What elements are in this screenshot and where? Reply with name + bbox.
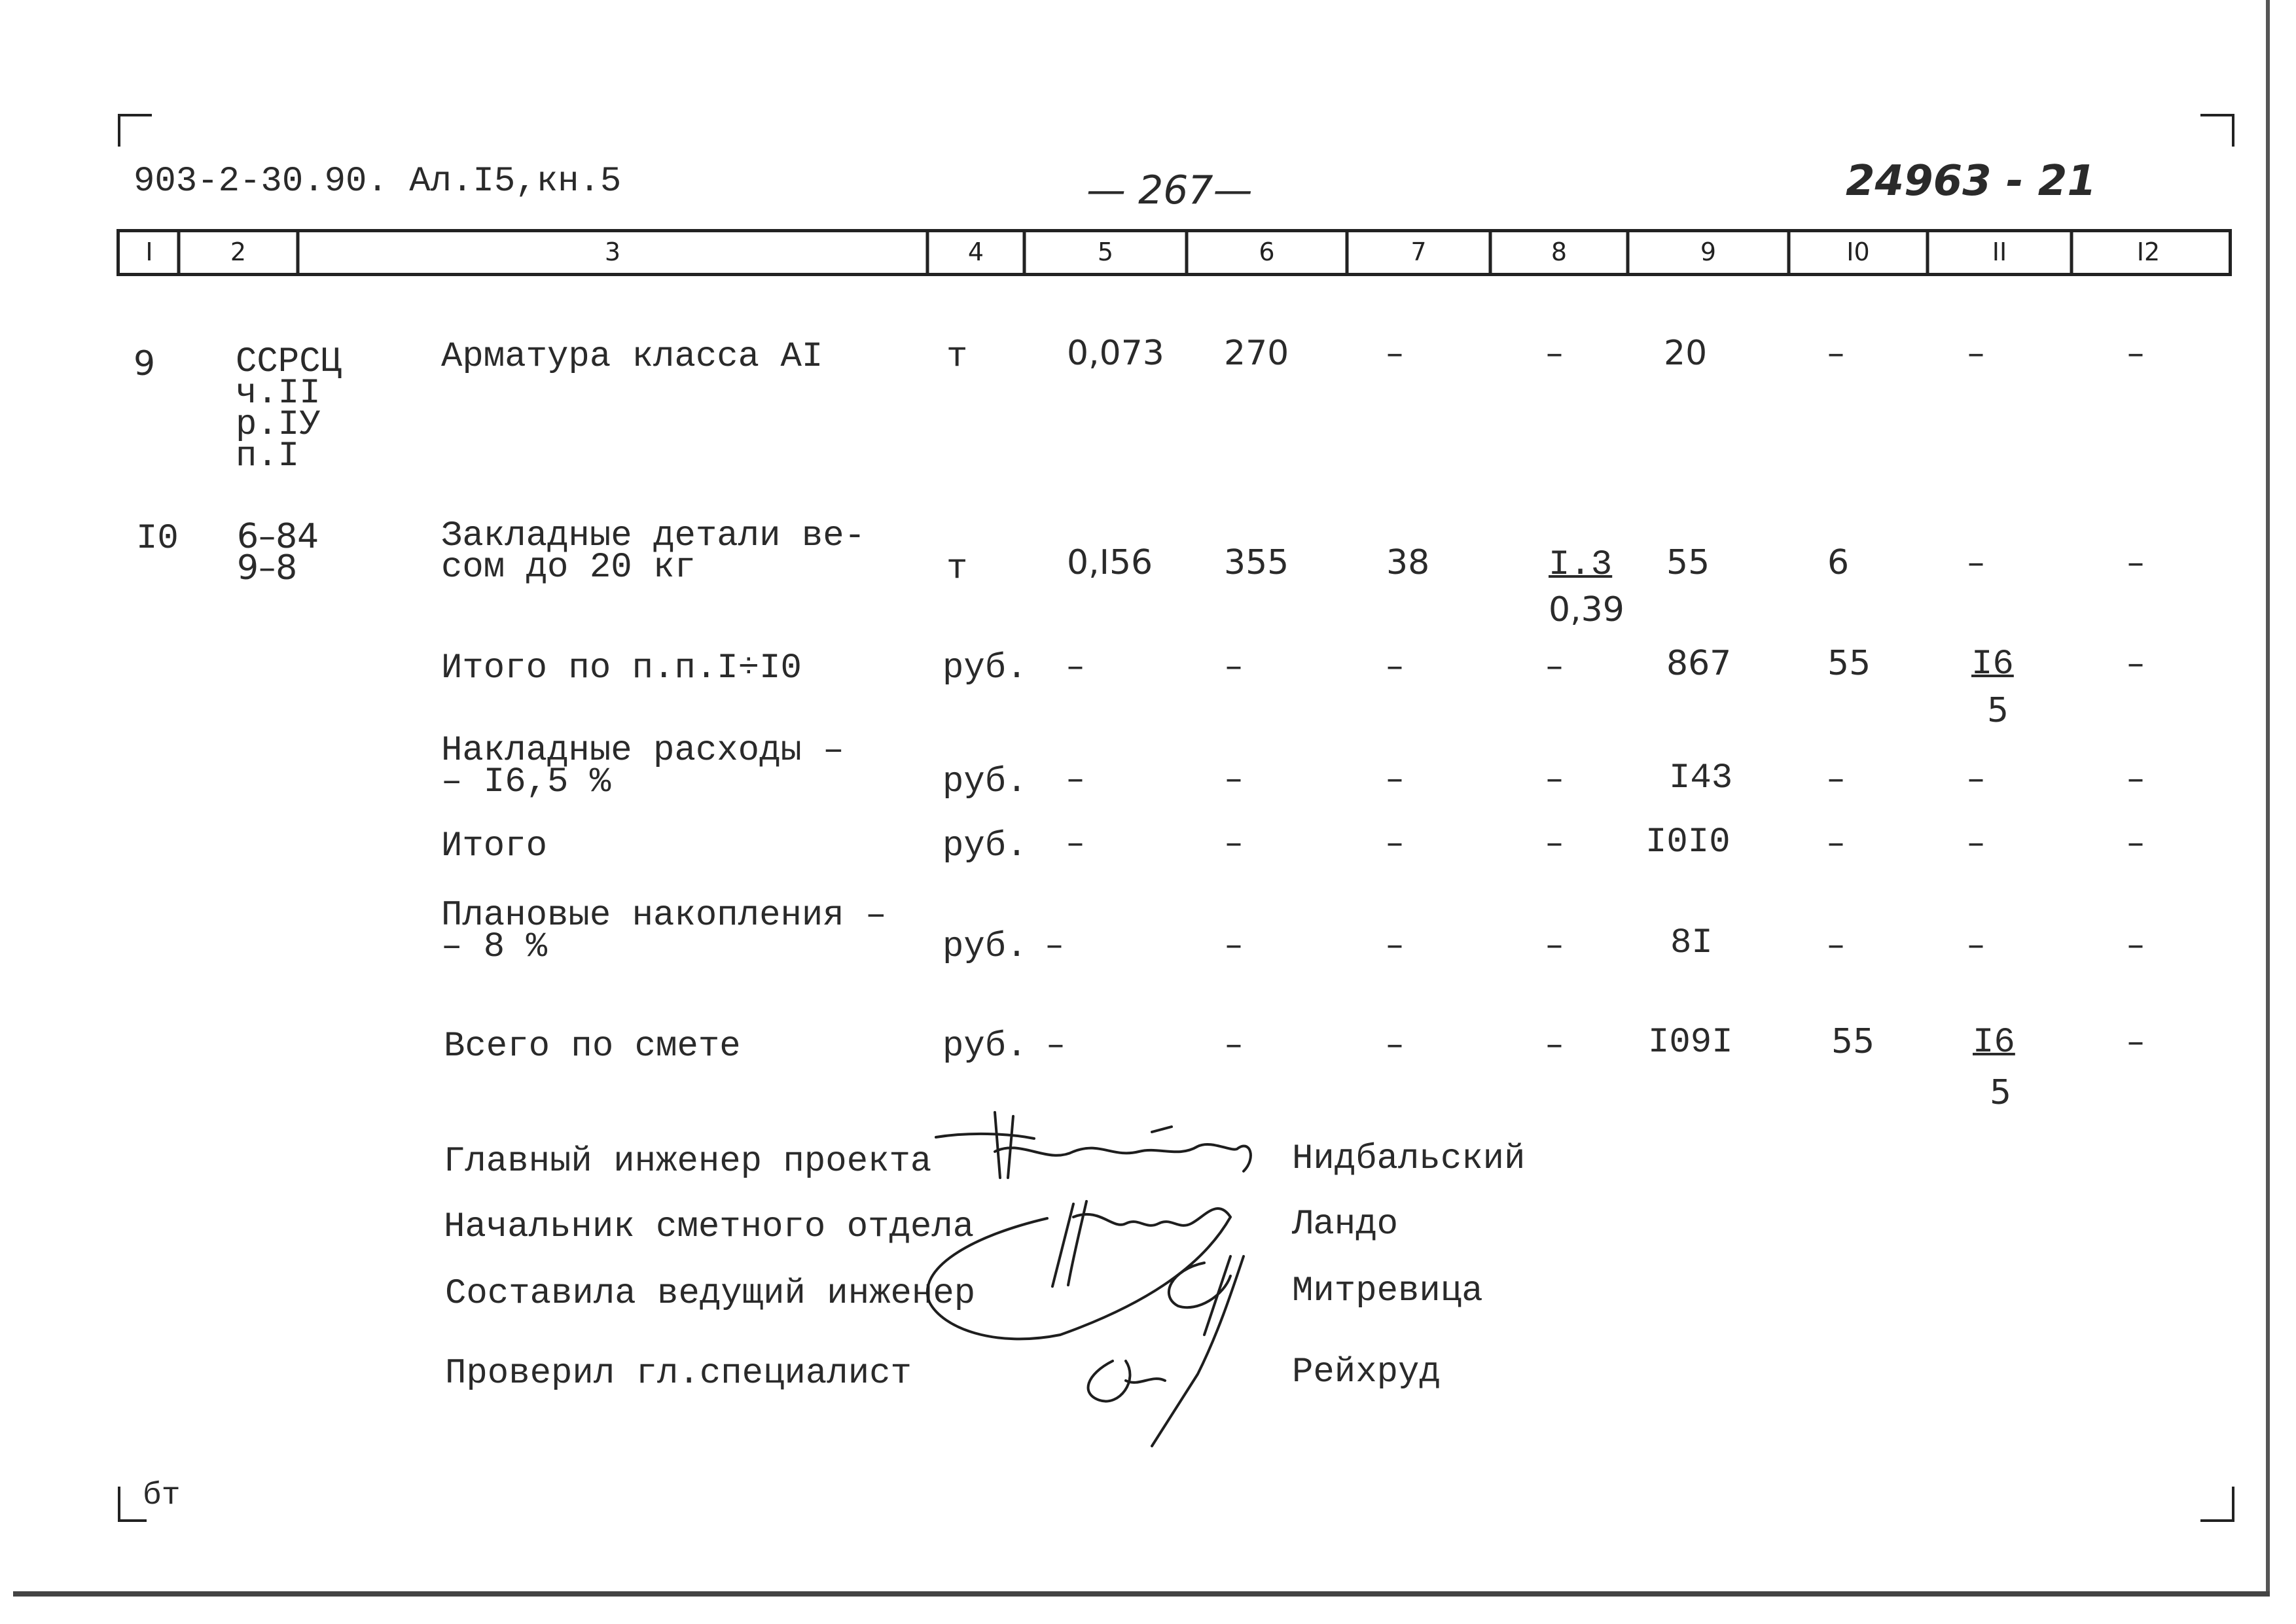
cell-col10: 6 <box>1827 543 1850 582</box>
row-reference: 6–84 9–8 <box>237 517 319 588</box>
col-header-2: 2 <box>230 238 247 266</box>
cell-col9: 55 <box>1666 543 1710 582</box>
cell-col8: – <box>1546 334 1563 373</box>
cell-col11-numerator: I6 <box>1973 1023 2015 1063</box>
cell-col10: – <box>1827 925 1844 964</box>
cell-col9: 8I <box>1670 923 1713 963</box>
cell-col5: 0,I56 <box>1067 543 1153 582</box>
cell-col12: – <box>2127 823 2144 862</box>
signature-name: Ландо <box>1292 1205 1399 1244</box>
cell-col6: – <box>1225 823 1242 862</box>
signature-role: Начальник сметного отдела <box>444 1207 975 1247</box>
cell-col6: 270 <box>1224 334 1289 373</box>
cell-col11-numerator: I6 <box>1971 644 2014 684</box>
cell-col12: – <box>2127 644 2144 683</box>
signature-role: Главный инженер проекта <box>444 1142 932 1182</box>
cell-col8: – <box>1546 823 1563 862</box>
signature-name: Митревица <box>1292 1271 1483 1311</box>
col-header-7: 7 <box>1410 238 1427 266</box>
col-header-8: 8 <box>1551 238 1568 266</box>
cell-col8: – <box>1546 1025 1563 1064</box>
signature-role: Составила ведущий инженер <box>445 1274 976 1314</box>
cell-col5: 0,073 <box>1067 334 1164 373</box>
cell-col12: – <box>2127 334 2144 373</box>
cell-col12: – <box>2127 1022 2144 1061</box>
row-name: Итого по п.п.I÷I0 <box>441 648 802 688</box>
cell-col10: – <box>1827 759 1844 798</box>
cell-col7: 38 <box>1386 543 1430 582</box>
col-header-6: 6 <box>1259 238 1275 266</box>
row-unit: руб. <box>942 826 1028 866</box>
col-header-3: 3 <box>604 238 621 266</box>
row-unit: руб. <box>942 648 1028 688</box>
page-number: — 267— <box>1086 168 1253 213</box>
row-unit: т <box>946 549 968 589</box>
cell-col8-denominator: 0,39 <box>1549 590 1624 629</box>
cell-col10: 55 <box>1831 1022 1875 1061</box>
cell-col8: – <box>1546 646 1563 686</box>
cell-col11: – <box>1967 334 1984 373</box>
row-number: I0 <box>136 519 179 559</box>
cell-col5: – <box>1067 823 1084 862</box>
cell-col9: 20 <box>1664 334 1708 373</box>
cell-col10: – <box>1827 823 1844 862</box>
row-number: 9 <box>134 344 156 383</box>
row-unit: руб. <box>942 762 1028 802</box>
signature-name: Нидбальский <box>1292 1139 1526 1179</box>
cell-col6: – <box>1225 1025 1242 1064</box>
sheet-code: 24963 - 21 <box>1846 157 2096 205</box>
cell-col5: – <box>1047 1025 1064 1064</box>
cell-col6: 355 <box>1224 543 1289 582</box>
col-header-12: I2 <box>2136 238 2161 266</box>
row-name: Плановые накопления – – 8 % <box>441 896 887 967</box>
cell-col11: – <box>1967 925 1984 964</box>
footer-mark: бт <box>143 1478 181 1513</box>
cell-col7: – <box>1386 925 1403 964</box>
cell-col6: – <box>1225 759 1242 798</box>
row-name: Закладные детали ве- сом до 20 кг <box>441 516 866 588</box>
col-header-4: 4 <box>967 238 984 266</box>
cell-col12: – <box>2127 925 2144 964</box>
cell-col10: – <box>1827 334 1844 373</box>
row-reference: ССРСЦ ч.II р.IУ п.I <box>236 342 342 476</box>
row-unit: руб. <box>942 1027 1028 1067</box>
col-header-11: II <box>1992 238 2007 266</box>
col-header-10: I0 <box>1846 238 1870 266</box>
row-unit: руб. <box>942 927 1028 967</box>
row-unit: т <box>946 337 968 377</box>
cell-col12: – <box>2127 543 2144 582</box>
cell-col8-numerator: I.3 <box>1549 545 1613 585</box>
row-name: Накладные расходы – – I6,5 % <box>441 731 844 802</box>
cell-col7: – <box>1386 646 1403 686</box>
row-name: Арматура класса AI <box>441 337 823 377</box>
cell-col9: I0I0 <box>1645 822 1731 862</box>
cell-col11: – <box>1967 823 1984 862</box>
signature-name: Рейхруд <box>1292 1352 1441 1392</box>
cell-col7: – <box>1386 1025 1403 1064</box>
cell-col7: – <box>1386 759 1403 798</box>
cell-col9: I09I <box>1648 1023 1733 1063</box>
cell-col7: – <box>1386 823 1403 862</box>
cell-col11: – <box>1967 543 1984 582</box>
cell-col12: – <box>2127 759 2144 798</box>
col-header-5: 5 <box>1097 238 1114 266</box>
cell-col6: – <box>1225 925 1242 964</box>
col-header-1: I <box>145 238 153 266</box>
cell-col5: – <box>1067 759 1084 798</box>
cell-col9: I43 <box>1669 758 1733 798</box>
signature-mark-1 <box>936 1112 1251 1178</box>
row-name: Итого <box>441 826 548 866</box>
cell-col7: – <box>1386 334 1403 373</box>
cell-col5: – <box>1046 925 1063 964</box>
col-header-9: 9 <box>1700 238 1717 266</box>
signature-role: Проверил гл.специалист <box>445 1354 912 1394</box>
row-name: Всего по смете <box>444 1027 741 1067</box>
cell-col8: – <box>1546 759 1563 798</box>
cell-col5: – <box>1067 646 1084 686</box>
cell-col11-denominator: 5 <box>1990 1073 2012 1112</box>
cell-col11-denominator: 5 <box>1987 691 2009 730</box>
cell-col11: – <box>1967 759 1984 798</box>
cell-col10: 55 <box>1827 644 1871 683</box>
cell-col6: – <box>1225 646 1242 686</box>
cell-col9: 867 <box>1666 644 1732 683</box>
document-code: 903-2-30.90. Ал.I5,кн.5 <box>134 162 622 202</box>
cell-col8: – <box>1546 925 1563 964</box>
